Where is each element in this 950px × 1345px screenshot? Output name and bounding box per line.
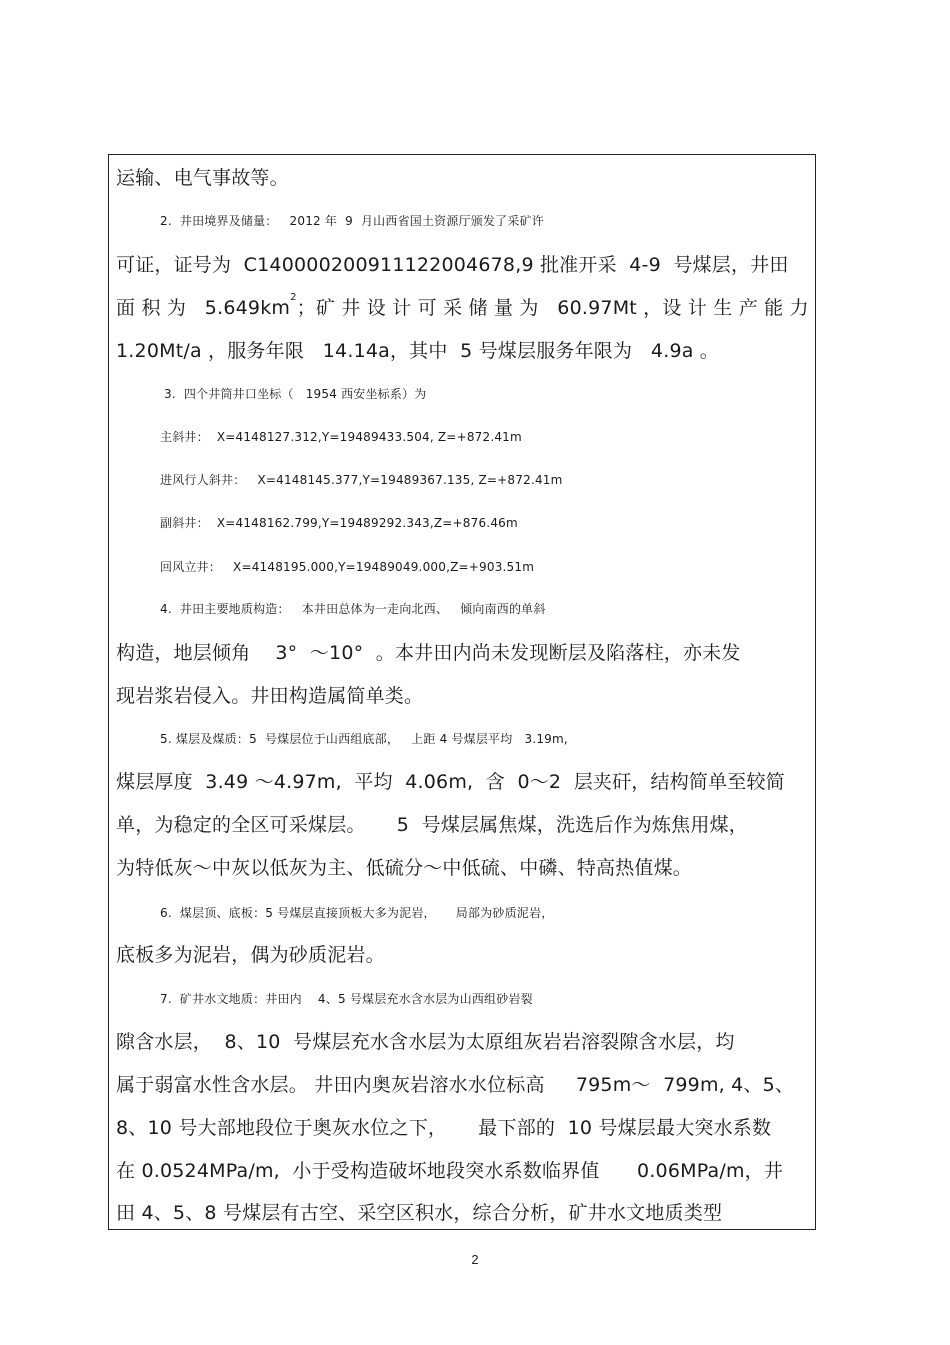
text-line: 隙含水层， 8、10 号煤层充水含水层为太原组灰岩岩溶裂隙含水层，均 (116, 1031, 735, 1053)
text-line: 底板多为泥岩，偶为砂质泥岩。 (116, 944, 385, 966)
text-line: 回风立井： X=4148195.000,Y=19489049.000,Z=+903.51m (160, 560, 535, 574)
text-line: 单，为稳定的全区可采煤层。 5 号煤层属焦煤，洗选后作为炼焦用煤， (116, 814, 748, 836)
text-line: 7. 矿井水文地质：井田内 4、5 号煤层充水含水层为山西组砂岩裂 (160, 992, 533, 1006)
text-line: 现岩浆岩侵入。井田构造属简单类。 (116, 685, 424, 707)
text-line: 2. 井田境界及储量： 2012 年 9 月山西省国土资源厅颁发了采矿许 (160, 214, 544, 228)
text-line: 3. 四个井筒井口坐标（ 1954 西安坐标系）为 (164, 387, 427, 401)
area-text: 面 积 为 5.649km (116, 297, 291, 319)
text-line: 5. 煤层及煤质：5 号煤层位于山西组底部， 上距 4 号煤层平均 3.19m, (160, 732, 568, 746)
text-line: 煤层厚度 3.49 ～4.97m, 平均 4.06m, 含 0～2 层夹矸，结构简单至较简 (116, 771, 785, 793)
text-line: 主斜井： X=4148127.312,Y=19489433.504, Z=+872.41m (160, 430, 522, 444)
text-line: 1.20Mt/a ，服务年限 14.14a，其中 5 号煤层服务年限为 4.9a 。 (116, 340, 720, 362)
text-line: 4. 井田主要地质构造： 本井田总体为一走向北西、 倾向南西的单斜 (160, 602, 546, 616)
text-line: 8、10 号大部地段位于奥灰水位之下， 最下部的 10 号煤层最大突水系数 (116, 1117, 772, 1139)
text-line: 为特低灰～中灰以低灰为主、低硫分～中低硫、中磷、特高热值煤。 (116, 857, 693, 879)
text-line: 运输、电气事故等。 (116, 167, 289, 189)
text-line: 副斜井： X=4148162.799,Y=19489292.343,Z=+876.46m (160, 516, 518, 530)
superscript: 2 (290, 292, 297, 303)
text-line-area (116, 292, 809, 319)
text-line: 6. 煤层顶、底板：5 号煤层直接顶板大多为泥岩， 局部为砂质泥岩， (160, 906, 554, 920)
text-line: 在 0.0524MPa/m, 小于受构造破坏地段突水系数临界值 0.06MPa/m，井 (116, 1160, 784, 1182)
text-line: 属于弱富水性含水层。 井田内奥灰岩溶水水位标高 795m～ 799m, 4、5、 (116, 1074, 795, 1096)
text-line: 进风行人斜井： X=4148145.377,Y=19489367.135, Z=+872.41m (160, 473, 563, 487)
text-line: 构造，地层倾角 3° ～10° 。本井田内尚未发现断层及陷落柱，亦未发 (116, 642, 741, 664)
area-tail-text: ；矿 井 设 计 可 采 储 量 为 60.97Mt ，设 计 生 产 能 力 (296, 297, 809, 319)
text-line: 田 4、5、8 号煤层有古空、采空区积水，综合分析，矿井水文地质类型 (116, 1202, 723, 1224)
page-number: 2 (471, 1252, 479, 1267)
text-line: 可证，证号为 C140000200911122004678,9 批准开采 4-9 号煤层，井田 (116, 254, 789, 276)
